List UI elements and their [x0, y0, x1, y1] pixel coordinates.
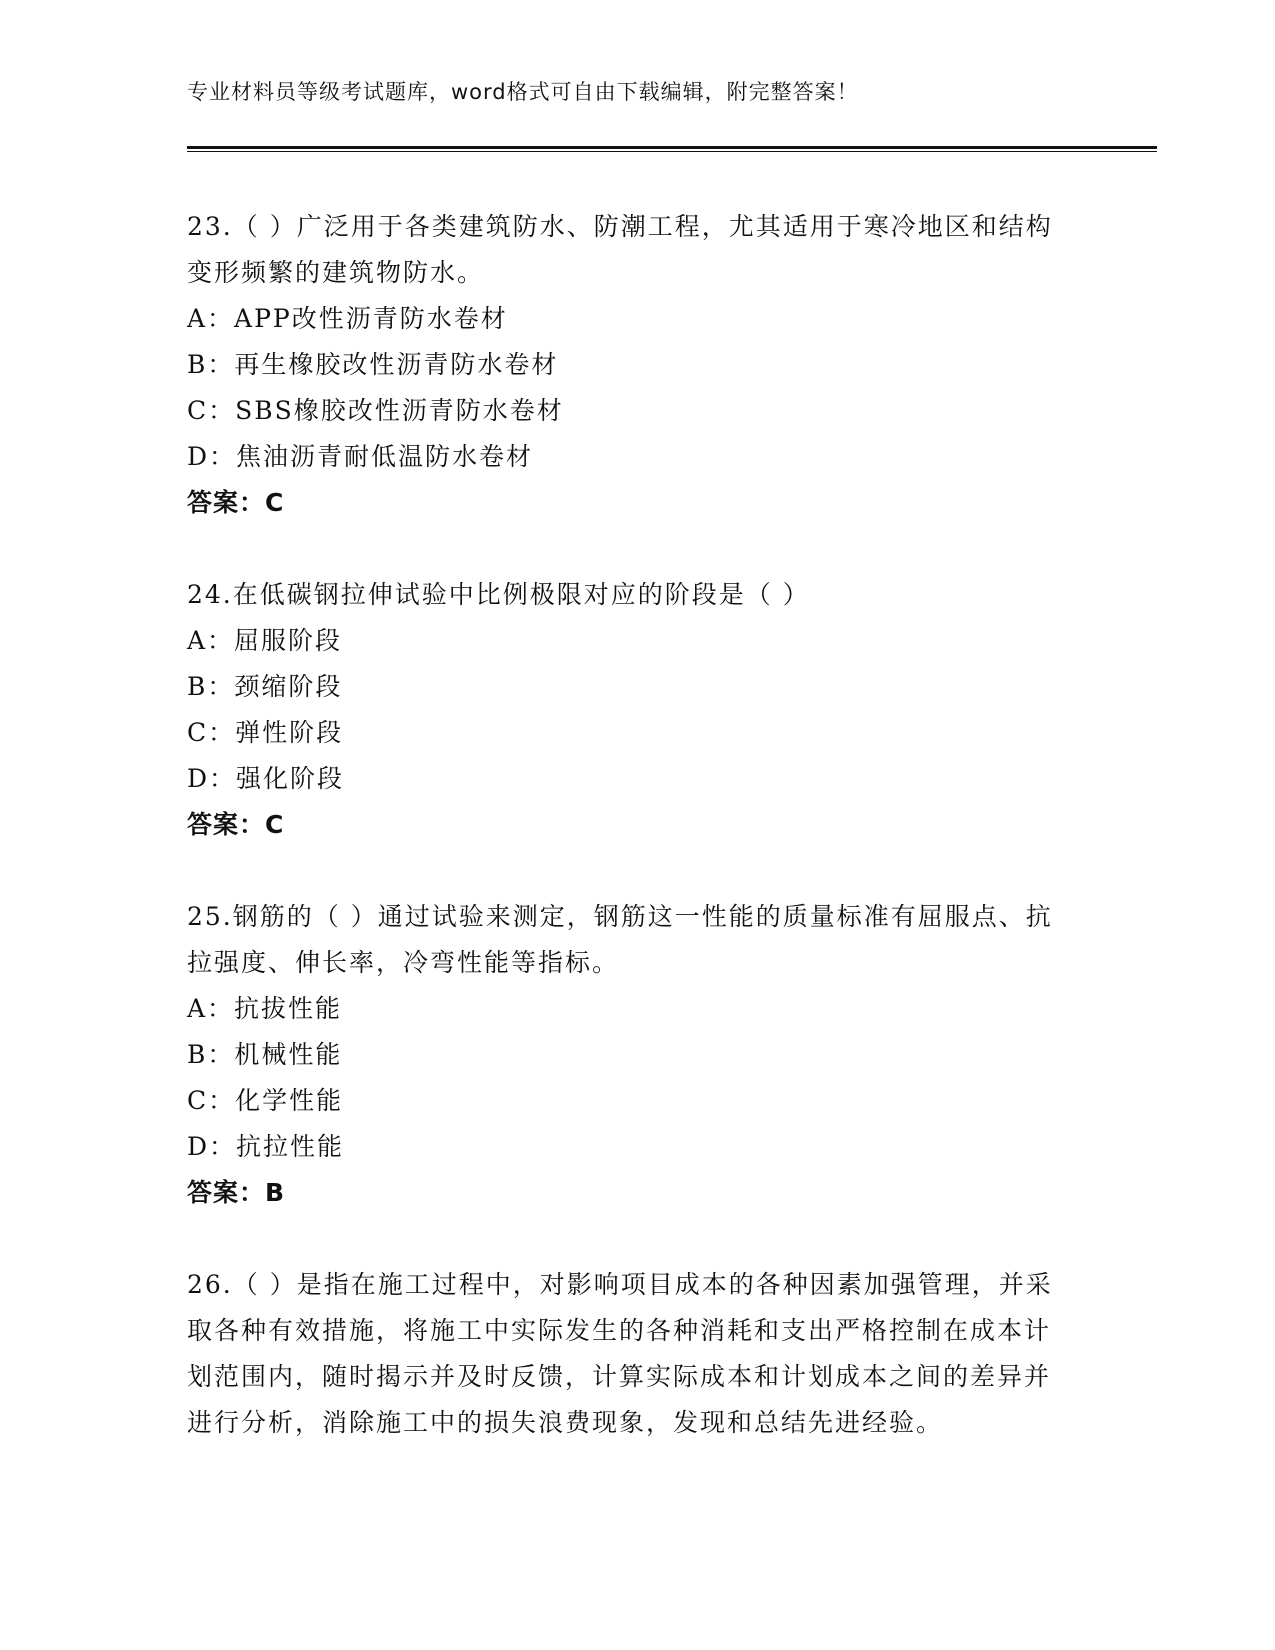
question-stem: 24.在低碳钢拉伸试验中比例极限对应的阶段是（ ） [187, 580, 810, 609]
option-d: D：强化阶段 [187, 764, 345, 793]
header-rule-thin [187, 151, 1157, 152]
question-24 [187, 572, 1067, 848]
question-stem: 23.（ ）广泛用于各类建筑防水、防潮工程，尤其适用于寒冷地区和结构变形频繁的建筑物防水。 [187, 212, 1053, 287]
option-c: C：弹性阶段 [187, 718, 344, 747]
question-stem: 26.（ ）是指在施工过程中，对影响项目成本的各种因素加强管理，并采取各种有效措施，将施工中实际发生的各种消耗和支出严格控制在成本计划范围内，随时揭示并及时反馈，计算实际成本和计划成本之间的差异并进行分析，消除施工中的损失浪费现象，发现和总结先进经验。 [187, 1270, 1053, 1437]
answer-label: 答案：C [187, 488, 285, 517]
option-d: D：抗拉性能 [187, 1132, 345, 1161]
option-d: D：焦油沥青耐低温防水卷材 [187, 442, 534, 471]
option-c: C：化学性能 [187, 1086, 344, 1115]
option-a: A：抗拔性能 [187, 994, 343, 1023]
option-b: B：颈缩阶段 [187, 672, 343, 701]
page-header: 专业材料员等级考试题库，word格式可自由下载编辑，附完整答案！ [187, 80, 859, 104]
option-a: A：APP改性沥青防水卷材 [187, 304, 508, 333]
option-c: C：SBS橡胶改性沥青防水卷材 [187, 396, 564, 425]
answer-label: 答案：C [187, 810, 285, 839]
question-26 [187, 1262, 1067, 1446]
option-b: B：机械性能 [187, 1040, 343, 1069]
question-25 [187, 894, 1067, 1216]
option-b: B：再生橡胶改性沥青防水卷材 [187, 350, 559, 379]
question-23 [187, 204, 1067, 526]
question-stem: 25.钢筋的（ ）通过试验来测定，钢筋这一性能的质量标准有屈服点、抗拉强度、伸长率，冷弯性能等指标。 [187, 902, 1053, 977]
answer-label: 答案：B [187, 1178, 286, 1207]
option-a: A：屈服阶段 [187, 626, 343, 655]
header-rule-thick [187, 146, 1157, 149]
question-list [187, 204, 1067, 1492]
